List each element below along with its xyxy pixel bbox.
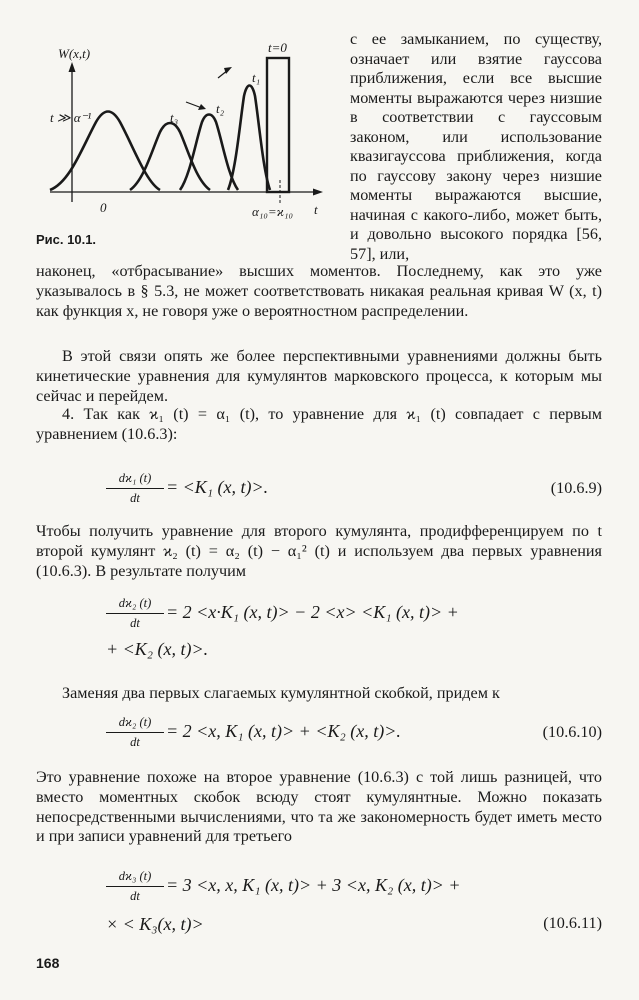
figure-10-1 (30, 30, 335, 260)
distribution-curves-plot (30, 30, 335, 260)
label-t-large: t ≫ α⁻¹ (50, 110, 92, 125)
y-axis-label: W(x,t) (58, 46, 91, 61)
fraction (106, 595, 164, 630)
right-column-text: с ее замыканием, по существу, означает или взятие гауссова приближения, если все высшие моменты выражаются через низшие в соответствии с гауссовым законом, или использование квазигауссова приближения, когда по гауссову закону через низшие моменты выражаются высшие, начиная с какого-либо, может быть, и довольно высокого порядка [56, 57], или, (350, 30, 602, 263)
equation-rhs: = 3 <x, x, K₁ (x, t)> + 3 <x, K₂ (x, t)> + (166, 875, 461, 895)
fraction (106, 868, 164, 903)
numerator: dϰ₃ (t) (118, 869, 152, 883)
numerator: dϰ₂ (t) (118, 596, 152, 610)
label-t0: t=0 (268, 40, 287, 55)
delta-spike-t0 (267, 58, 289, 192)
fraction (106, 470, 164, 505)
paragraph-4: Чтобы получить уравнение для второго кумулянта, продифференцируем по t второй кумулянт ϰ₂ (t) = α₂ (t) − α₁² (t) и используем два первых уравнения (10.6.3). В результате получим (36, 522, 602, 580)
denominator: dt (130, 491, 140, 505)
fraction-bar (106, 732, 164, 733)
equation-rhs: = 2 <x·K₁ (x, t)> − 2 <x> <K₁ (x, t)> + (166, 602, 459, 622)
fraction (106, 714, 164, 749)
equation-rhs: = <K₁ (x, t)>. (166, 477, 269, 497)
equation-continuation: + <K₂ (x, t)>. (106, 639, 209, 659)
x-axis-arrow (313, 189, 323, 196)
numerator: dϰ₁ (t) (118, 471, 152, 485)
paragraph-2: В этой связи опять же более перспективными уравнениями должны быть кинетические уравнения для кумулянтов марковского процесса, к которым мы сейчас и перейдем. (36, 347, 602, 405)
numerator: dϰ₂ (t) (118, 715, 152, 729)
figure-caption: Рис. 10.1. (36, 232, 97, 247)
equation-number: (10.6.10) (542, 723, 602, 741)
equation-10-6-9 (36, 470, 602, 510)
equation-10-6-10 (36, 714, 602, 754)
fraction-bar (106, 886, 164, 887)
label-t3: t₃ (170, 110, 179, 125)
x-axis-label: t (314, 202, 318, 217)
curve-t1 (228, 86, 270, 191)
origin-label: 0 (100, 200, 107, 215)
label-t1: t₁ (252, 70, 261, 85)
paragraph-1: наконец, «отбрасывание» высших моментов. Последнему, как это уже указывалось в § 5.3, не может соответствовать никакая реальная кривая W (x, t) как функция x, не говоря уже о вероятностном распределении. (36, 262, 602, 320)
equation-number: (10.6.11) (543, 914, 602, 932)
denominator: dt (130, 889, 140, 903)
label-t2: t₂ (216, 101, 225, 116)
fraction-bar (106, 613, 164, 614)
paragraph-3: 4. Так как ϰ₁ (t) = α₁ (t), то уравнение для ϰ₁ (t) совпадает с первым уравнением (10.6.3): (36, 405, 602, 443)
alpha10-label: α₁₀=ϰ₁₀ (252, 204, 293, 219)
equation-number: (10.6.9) (550, 479, 602, 497)
denominator: dt (130, 735, 140, 749)
paragraph-6: Это уравнение похоже на второе уравнение (10.6.3) с той лишь разницей, что вместо моментных скобок всюду стоят кумулянтные. Можно показать непосредственными вычислениями, что та же закономерность будет иметь место и при записи уравнений для третьего (36, 768, 602, 846)
page-number: 168 (36, 955, 60, 971)
denominator: dt (130, 616, 140, 630)
paragraph-5: Заменяя два первых слагаемых кумулянтной скобкой, придем к (62, 684, 500, 702)
y-axis-arrow (69, 62, 76, 72)
fraction-bar (106, 488, 164, 489)
equation-second-cumulant (36, 595, 602, 635)
equation-10-6-11 (36, 868, 602, 908)
equation-rhs: = 2 <x, K₁ (x, t)> + <K₂ (x, t)>. (166, 721, 401, 741)
equation-continuation: × < K₃(x, t)> (106, 914, 204, 934)
